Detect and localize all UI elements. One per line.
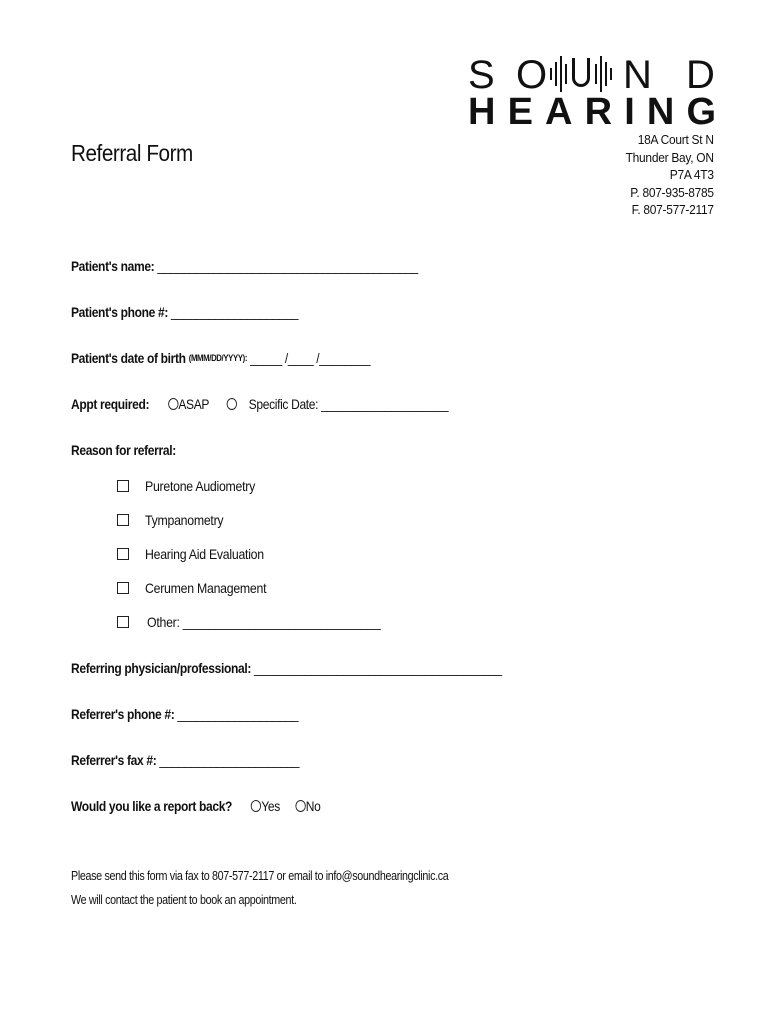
reason-option-tympanometry[interactable] — [117, 512, 234, 528]
sound-hearing-logo — [468, 52, 718, 128]
reason-option-other[interactable] — [117, 614, 412, 630]
footer-contact-note: We will contact the patient to book an appointment. — [71, 893, 297, 907]
reason-for-referral-label: Reason for referral: — [71, 442, 176, 458]
patient-name-field[interactable] — [71, 258, 418, 274]
referring-physician-label: Referring physician/professional: — [71, 660, 251, 676]
footer-instructions: Please send this form via fax to 807-577-2117 or email to info@soundhearingclinic.ca — [71, 869, 449, 883]
report-back-field — [71, 798, 320, 814]
address-postal: P7A 4T3 — [670, 167, 714, 182]
patient-phone-blank[interactable]: ____________________ — [171, 304, 299, 320]
report-yes-label: Yes — [261, 798, 280, 814]
svg-text:S: S — [468, 53, 495, 97]
reason-option-hearing-aid[interactable] — [117, 546, 280, 562]
patient-name-blank[interactable]: _________________________________________ — [157, 258, 418, 274]
specific-date-blank[interactable]: ____________________ — [321, 396, 449, 412]
puretone-checkbox[interactable] — [117, 480, 129, 492]
reason-option-cerumen[interactable] — [117, 580, 283, 596]
cerumen-checkbox[interactable] — [117, 582, 129, 594]
report-back-label: Would you like a report back? — [71, 798, 233, 814]
referrer-phone-label: Referrer's phone #: — [71, 706, 175, 722]
address-phone: P. 807-935-8785 — [630, 184, 714, 200]
referrer-phone-field[interactable] — [71, 706, 298, 722]
hearing-aid-checkbox[interactable] — [117, 548, 129, 560]
asap-radio[interactable] — [168, 398, 178, 410]
svg-text:O: O — [516, 53, 548, 97]
svg-text:D: D — [686, 53, 715, 97]
svg-text:N: N — [623, 53, 652, 97]
address-city: Thunder Bay, ON — [625, 149, 714, 165]
patient-dob-label: Patient's date of birth — [71, 350, 186, 366]
tympanometry-checkbox[interactable] — [117, 514, 129, 526]
dob-format-hint: (MMM/DD/YYYY): — [188, 353, 248, 363]
referrer-phone-blank[interactable]: ___________________ — [177, 706, 299, 722]
patient-phone-label: Patient's phone #: — [71, 304, 169, 320]
asap-label: ASAP — [178, 396, 210, 412]
appt-required-field — [71, 396, 448, 412]
other-checkbox[interactable] — [117, 616, 129, 628]
patient-name-label: Patient's name: — [71, 258, 155, 274]
hearing-aid-label: Hearing Aid Evaluation — [145, 546, 264, 562]
svg-text:HEARING: HEARING — [468, 91, 716, 128]
cerumen-label: Cerumen Management — [145, 580, 267, 596]
specific-date-radio[interactable] — [226, 398, 236, 410]
puretone-label: Puretone Audiometry — [145, 478, 256, 494]
patient-dob-field[interactable] — [71, 350, 370, 366]
referrer-fax-label: Referrer's fax #: — [71, 752, 157, 768]
referring-physician-field[interactable] — [71, 660, 502, 676]
report-no-label: No — [305, 798, 321, 814]
report-no-radio[interactable] — [295, 800, 305, 812]
other-label[interactable]: Other: ______________________________ — [147, 614, 381, 630]
specific-date-label: Specific Date: — [248, 396, 319, 412]
tympanometry-label: Tympanometry — [145, 512, 224, 528]
referring-physician-blank[interactable]: _______________________________________ — [254, 660, 502, 676]
address-street: 18A Court St N — [638, 132, 714, 147]
reason-option-puretone[interactable] — [117, 478, 270, 494]
report-yes-radio[interactable] — [251, 800, 261, 812]
clinic-address — [626, 131, 714, 219]
appt-required-label: Appt required: — [71, 396, 150, 412]
patient-phone-field[interactable] — [71, 304, 298, 320]
patient-dob-blank[interactable]: _____ /____ /________ — [250, 350, 371, 366]
form-title: Referral Form — [71, 140, 193, 166]
address-fax: F. 807-577-2117 — [631, 202, 714, 217]
referrer-fax-field[interactable] — [71, 752, 299, 768]
referrer-fax-blank[interactable]: ______________________ — [159, 752, 300, 768]
